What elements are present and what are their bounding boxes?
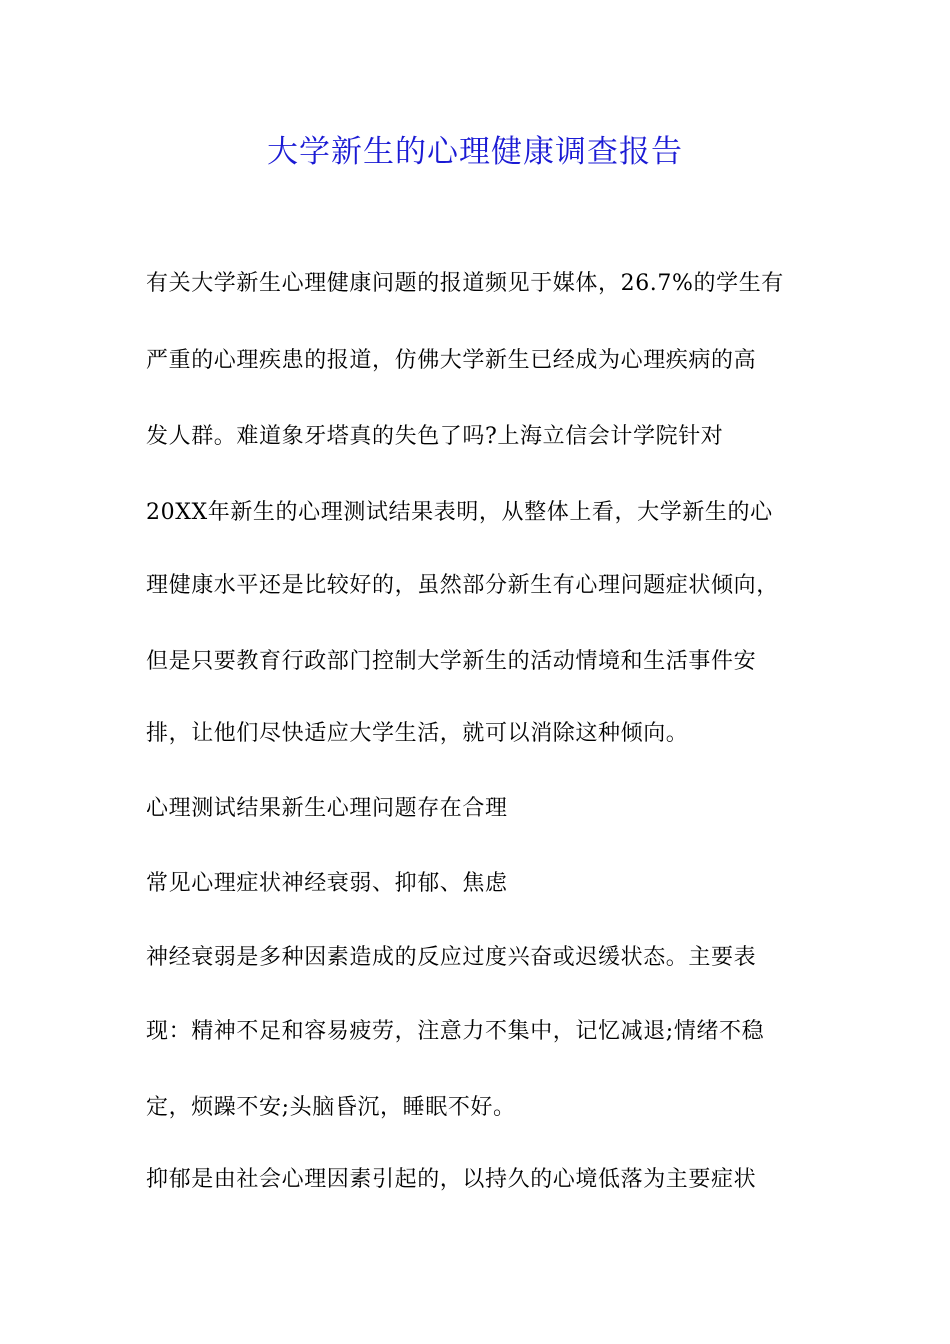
paragraph-1-line-2: 严重的心理疾患的报道，仿佛大学新生已经成为心理疾病的高	[146, 348, 757, 373]
paragraph-1-line-7: 排，让他们尽快适应大学生活，就可以消除这种倾向。	[146, 721, 689, 746]
paragraph-2-line-2: 现：精神不足和容易疲劳，注意力不集中，记忆减退;情绪不稳	[146, 1019, 765, 1044]
paragraph-3-line-1: 抑郁是由社会心理因素引起的，以持久的心境低落为主要症状	[146, 1167, 757, 1192]
paragraph-1-line-6: 但是只要教育行政部门控制大学新生的活动情境和生活事件安	[146, 649, 757, 674]
paragraph-1-line-1: 有关大学新生心理健康问题的报道频见于媒体，26.7%的学生有	[146, 271, 784, 296]
document-title: 大学新生的心理健康调查报告	[267, 134, 683, 170]
paragraph-2-line-3: 定，烦躁不安;头脑昏沉，睡眠不好。	[146, 1095, 516, 1120]
section-heading-results: 心理测试结果新生心理问题存在合理	[146, 796, 508, 821]
paragraph-2-line-1: 神经衰弱是多种因素造成的反应过度兴奋或迟缓状态。主要表	[146, 945, 757, 970]
paragraph-1-line-4: 20XX年新生的心理测试结果表明，从整体上看，大学新生的心	[146, 500, 773, 525]
paragraph-1-line-5: 理健康水平还是比较好的，虽然部分新生有心理问题症状倾向，	[146, 573, 779, 598]
section-heading-symptoms: 常见心理症状神经衰弱、抑郁、焦虑	[146, 871, 508, 896]
paragraph-1-line-3: 发人群。难道象牙塔真的失色了吗?上海立信会计学院针对	[146, 424, 724, 449]
